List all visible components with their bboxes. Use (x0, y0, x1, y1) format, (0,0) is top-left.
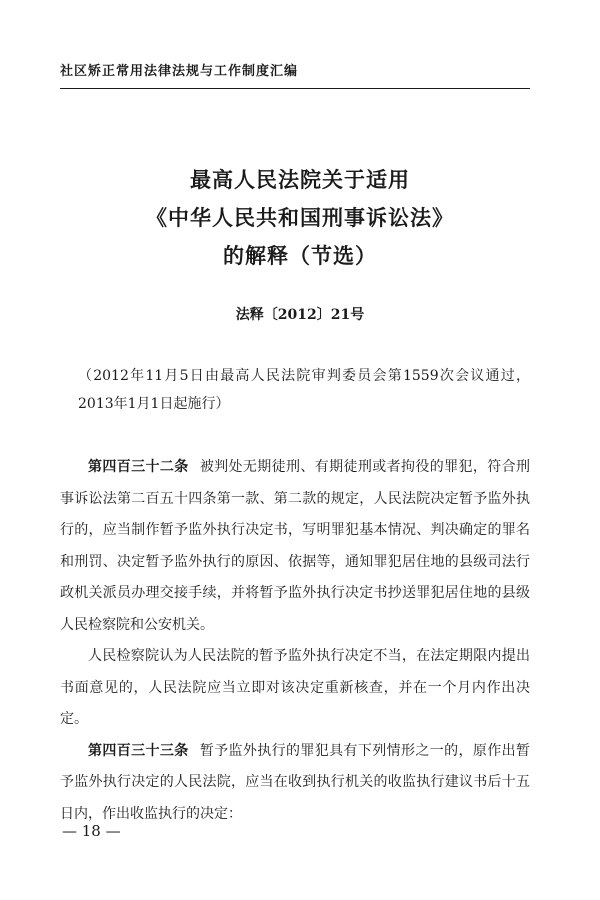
article-text: 被判处无期徒刑、有期徒刑或者拘役的罪犯，符合刑事诉讼法第二百五十四条第一款、第二款的规定，人民法院决定暂予监外执行的，应当制作暂予监外执行决定书，写明罪犯基本情况、判决确定的罪名和刑罚、决定暂予监外执行的原因、依据等，通知罪犯居住地的县级司法行政机关派员办理交接手续，并将暂予监外执行决定书抄送罪犯居住地的县级人民检察院和公安机关。 (60, 459, 531, 633)
article-number: 第四百三十二条 (88, 459, 189, 475)
article-text: 暂予监外执行的罪犯具有下列情形之一的，原作出暂予监外执行决定的人民法院，应当在收到执行机关的收监执行建议书后十五日内，作出收监执行的决定： (60, 742, 531, 822)
document-title-line-3: 的解释（节选） (223, 243, 377, 268)
article-paragraph (60, 736, 530, 831)
page-number: — 18 — (62, 822, 121, 840)
running-header: 社区矫正常用法律法规与工作制度汇编 (60, 64, 299, 79)
document-title-line-2: 《中华人民共和国刑事诉讼法》 (146, 205, 454, 230)
article-paragraph (60, 641, 530, 736)
document-title-line-1: 最高人民法院关于适用 (190, 167, 410, 192)
adoption-note: （2012年11月5日由最高人民法院审判委员会第1559次会议通过，2013年1月1日起施行） (78, 368, 530, 412)
document-number: 法释〔2012〕21号 (235, 307, 365, 323)
header-rule (60, 88, 530, 89)
article-number: 第四百三十三条 (88, 742, 189, 759)
article-text: 人民检察院认为人民法院的暂予监外执行决定不当，在法定期限内提出书面意见的，人民法院应当立即对该决定重新核查，并在一个月内作出决定。 (60, 648, 530, 727)
article-paragraph (60, 452, 530, 641)
body-text (60, 452, 530, 830)
